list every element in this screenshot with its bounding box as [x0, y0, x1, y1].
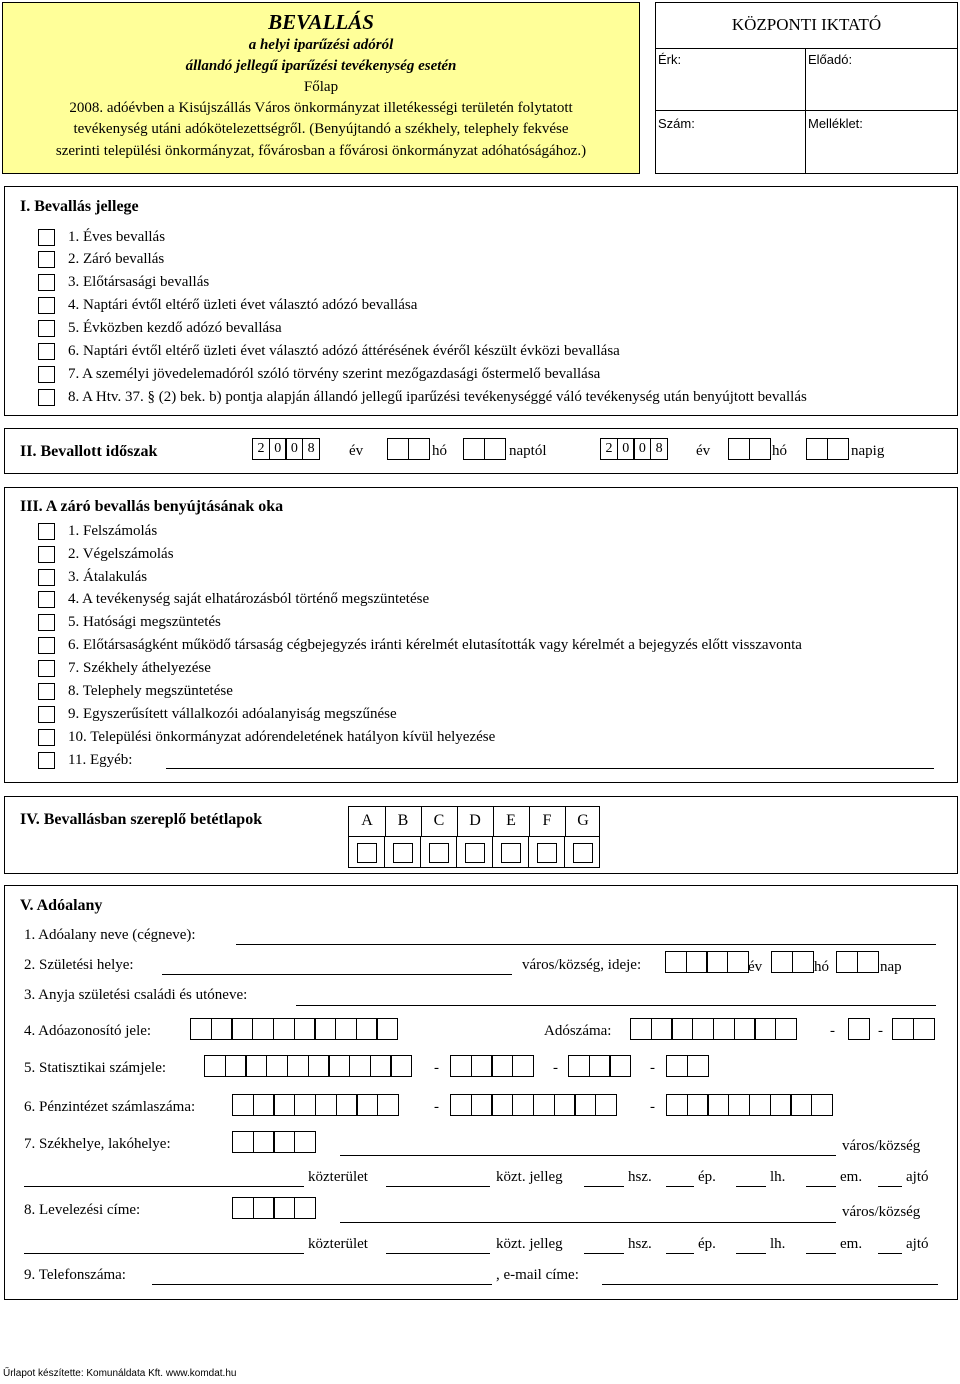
period-to [600, 438, 667, 460]
lh-label: lh. [770, 1169, 786, 1185]
checkbox-szekhely-athelyezes[interactable] [38, 660, 55, 677]
dash: - [553, 1060, 558, 1076]
checkbox-betetlap-f[interactable] [537, 843, 557, 863]
year-digit: 2 [600, 438, 618, 460]
section-5-title: V. Adóalany [20, 897, 103, 914]
month-from-input[interactable] [387, 438, 428, 460]
szamlaszam-input-1[interactable] [232, 1094, 398, 1116]
option-label: 3. Előtársasági bevallás [68, 274, 210, 290]
ep-label: ép. [698, 1169, 716, 1185]
checkbox-eva-megszunes[interactable] [38, 706, 55, 723]
szekhely-irsz-input[interactable] [232, 1131, 315, 1153]
betetlap-letter: D [457, 806, 494, 836]
levelezesi-ajto-input[interactable] [878, 1253, 902, 1254]
day-from-input[interactable] [463, 438, 504, 460]
checkbox-elotarsasag-elutasitas[interactable] [38, 637, 55, 654]
registry-title: KÖZPONTI IKTATÓ [731, 15, 882, 34]
year-digit: 0 [269, 438, 287, 460]
ev-label: év [349, 443, 364, 459]
levelezesi-varos-input[interactable] [340, 1222, 836, 1223]
dash: - [830, 1023, 835, 1039]
checkbox-atteres[interactable] [38, 343, 55, 360]
checkbox-zaro[interactable] [38, 251, 55, 268]
option-label: 6. Előtársaságként működő társaság cégbejegyzés iránti kérelmét elutasították vagy kérelmét a bejegyzés előtt visszavonta [68, 637, 802, 653]
checkbox-betetlap-g[interactable] [573, 843, 593, 863]
statisztikai-label: 5. Statisztikai számjele: [24, 1060, 167, 1076]
szekhely-ep-input[interactable] [666, 1186, 694, 1187]
adoazonosito-input[interactable] [190, 1018, 397, 1040]
szuletesi-hely-input[interactable] [162, 974, 512, 975]
checkbox-betetlap-b[interactable] [393, 843, 413, 863]
telefon-label: 9. Telefonszáma: [24, 1267, 126, 1283]
checkbox-evkozben-kezdo[interactable] [38, 320, 55, 337]
levelezesi-hsz-input[interactable] [584, 1253, 624, 1254]
nev-input[interactable] [236, 944, 936, 945]
statisztikai-input-3[interactable] [568, 1055, 630, 1077]
checkbox-egyeb[interactable] [38, 752, 55, 769]
erk-field[interactable]: Érk: [658, 52, 682, 67]
option-label: 4. Naptári évtől eltérő üzleti évet választó adózó bevallása [68, 297, 418, 313]
nap-label: nap [880, 959, 902, 975]
section-1-title: I. Bevallás jellege [20, 198, 139, 215]
option-label: 5. Évközben kezdő adózó bevallása [68, 320, 282, 336]
year-digit: 8 [650, 438, 668, 460]
szamlaszam-input-2[interactable] [450, 1094, 616, 1116]
email-label: , e-mail címe: [496, 1267, 579, 1283]
section-3-title: III. A záró bevallás benyújtásának oka [20, 498, 284, 515]
year-digit: 2 [252, 438, 270, 460]
section-5 [4, 885, 958, 1300]
dash: - [650, 1060, 655, 1076]
szekhely-jelleg-input[interactable] [386, 1186, 490, 1187]
option-label: 4. A tevékenység saját elhatározásból történő megszüntetése [68, 591, 430, 607]
betetlap-letter: E [493, 806, 530, 836]
option-label: 8. A Htv. 37. § (2) bek. b) pontja alapján állandó jellegű iparűzési tevékenységgé váló tevékenység után benyújtott bevallás [68, 389, 807, 405]
form-title: BEVALLÁS [268, 10, 374, 34]
levelezesi-em-input[interactable] [806, 1253, 836, 1254]
option-label: 8. Telephely megszüntetése [68, 683, 233, 699]
option-label: 1. Felszámolás [68, 523, 158, 539]
telefon-input[interactable] [152, 1284, 492, 1285]
option-label: 7. A személyi jövedelemadóról szóló törvény szerint mezőgazdasági őstermelő bevallása [68, 366, 601, 382]
napig-label: napig [851, 443, 885, 459]
lh-label: lh. [770, 1236, 786, 1252]
levelezesi-irsz-input[interactable] [232, 1197, 315, 1219]
checkbox-ostermelo[interactable] [38, 366, 55, 383]
checkbox-elotarsasagi[interactable] [38, 274, 55, 291]
option-label: 1. Éves bevallás [68, 229, 166, 245]
hsz-label: hsz. [628, 1236, 652, 1252]
adoszam-megye-input[interactable] [892, 1018, 933, 1040]
checkbox-naptari-eltero[interactable] [38, 297, 55, 314]
szekhely-ajto-input[interactable] [878, 1186, 902, 1187]
day-to-input[interactable] [806, 438, 847, 460]
kozt-jelleg-label: közt. jelleg [496, 1236, 563, 1252]
levelezesi-lh-input[interactable] [736, 1253, 766, 1254]
szuletesi-ho-input[interactable] [771, 951, 812, 973]
levelezesi-ep-input[interactable] [666, 1253, 694, 1254]
ajto-label: ajtó [906, 1169, 929, 1185]
year-digit: 0 [617, 438, 635, 460]
form-subtitle-2: állandó jellegű iparűzési tevékenység esetén [185, 58, 457, 74]
em-label: em. [840, 1236, 863, 1252]
szamlaszam-label: 6. Pénzintézet számlaszáma: [24, 1099, 196, 1115]
anyja-neve-label: 3. Anyja születési családi és utóneve: [24, 987, 248, 1003]
levelezesi-jelleg-input[interactable] [386, 1253, 490, 1254]
form-desc-2: tevékenység utáni adókötelezettségről. (Benyújtandó a székhely, telephely fekvése [73, 121, 569, 137]
varos-kozseg-label: város/község [842, 1138, 921, 1154]
szekhely-varos-input[interactable] [340, 1155, 836, 1156]
szuletesi-nap-input[interactable] [836, 951, 877, 973]
checkbox-betetlap-d[interactable] [465, 843, 485, 863]
statisztikai-input-2[interactable] [450, 1055, 533, 1077]
checkbox-atalakulas[interactable] [38, 569, 55, 586]
statisztikai-input-4[interactable] [666, 1055, 707, 1077]
checkbox-sajat-megszuntetes[interactable] [38, 591, 55, 608]
szam-field[interactable]: Szám: [658, 116, 695, 131]
levelezesi-cim-label: 8. Levelezési címe: [24, 1202, 141, 1218]
szuletesi-hely-label: 2. Születési helye: [24, 957, 134, 973]
form-desc-3: szerinti települési önkormányzat, fővárosban a fővárosi önkormányzat adóhatóságához.) [55, 143, 587, 159]
ho-label: hó [432, 443, 447, 459]
year-digit: 8 [302, 438, 320, 460]
checkbox-htv-37[interactable] [38, 389, 55, 406]
ep-label: ép. [698, 1236, 716, 1252]
form-subtitle-1: a helyi iparűzési adóról [248, 37, 394, 53]
period-from [252, 438, 319, 460]
betetlap-letter: F [529, 806, 566, 836]
ideje-label: város/község, ideje: [522, 957, 642, 973]
option-label: 7. Székhely áthelyezése [68, 660, 211, 676]
nev-label: 1. Adóalany neve (cégneve): [24, 927, 196, 943]
naptol-label: naptól [509, 443, 547, 459]
form-subtitle-3: Főlap [303, 79, 339, 95]
varos-kozseg-label: város/község [842, 1204, 921, 1220]
szekhely-kozterulet-input[interactable] [24, 1186, 304, 1187]
ajto-label: ajtó [906, 1236, 929, 1252]
betetlap-letter: B [385, 806, 422, 836]
option-label: 9. Egyszerűsített vállalkozói adóalanyiság megszűnése [68, 706, 397, 722]
checkbox-eves[interactable] [38, 229, 55, 246]
kozterulet-label: közterület [308, 1236, 368, 1252]
month-to-input[interactable] [728, 438, 769, 460]
adoazonosito-label: 4. Adóazonosító jele: [24, 1023, 152, 1039]
checkbox-telephely-megszuntetes[interactable] [38, 683, 55, 700]
eloado-field[interactable]: Előadó: [808, 52, 853, 67]
option-label: 11. Egyéb: [68, 752, 133, 768]
betetlap-letter: A [349, 806, 386, 836]
levelezesi-kozterulet-input[interactable] [24, 1253, 304, 1254]
option-label: 5. Hatósági megszüntetés [68, 614, 221, 630]
em-label: em. [840, 1169, 863, 1185]
checkbox-betetlap-c[interactable] [429, 843, 449, 863]
hsz-label: hsz. [628, 1169, 652, 1185]
checkbox-betetlap-e[interactable] [501, 843, 521, 863]
ho-label: hó [814, 959, 829, 975]
year-digit: 0 [285, 438, 303, 460]
email-input[interactable] [602, 1284, 938, 1285]
anyja-neve-input[interactable] [296, 1005, 936, 1006]
szekhely-label: 7. Székhelye, lakóhelye: [24, 1136, 171, 1152]
melleklet-field[interactable]: Melléklet: [808, 116, 863, 131]
szekhely-lh-input[interactable] [736, 1186, 766, 1187]
option-label: 10. Települési önkormányzat adórendeletének hatályon kívül helyezése [68, 729, 496, 745]
checkbox-hatosagi[interactable] [38, 614, 55, 631]
betetlap-letter: C [421, 806, 458, 836]
dash: - [434, 1099, 439, 1115]
betetlap-letter: G [577, 812, 589, 829]
section-4-title: IV. Bevallásban szereplő betétlapok [20, 811, 263, 828]
option-label: 6. Naptári évtől eltérő üzleti évet választó adózó áttérésének évéről készült évközi bevallása [68, 343, 620, 359]
footer-credit: Űrlapot készítette: Komunáldata Kft. www.komdat.hu [3, 1368, 237, 1379]
section-2-title: II. Bevallott időszak [20, 443, 158, 460]
dash: - [434, 1060, 439, 1076]
adoszam-label: Adószáma: [544, 1023, 612, 1039]
ev-label: év [748, 959, 763, 975]
ev-label: év [696, 443, 711, 459]
statisztikai-input-1[interactable] [204, 1055, 411, 1077]
dash: - [878, 1023, 883, 1039]
kozterulet-label: közterület [308, 1169, 368, 1185]
adoszam-afa-input[interactable] [848, 1018, 869, 1040]
egyeb-input[interactable] [166, 768, 934, 769]
szuletesi-ev-input[interactable] [665, 951, 748, 973]
option-label: 2. Végelszámolás [68, 546, 174, 562]
option-label: 2. Záró bevallás [68, 251, 165, 267]
option-label: 3. Átalakulás [68, 569, 148, 585]
szekhely-hsz-input[interactable] [584, 1186, 624, 1187]
year-digit: 0 [633, 438, 651, 460]
szamlaszam-input-3[interactable] [666, 1094, 832, 1116]
kozt-jelleg-label: közt. jelleg [496, 1169, 563, 1185]
form-desc-1: 2008. adóévben a Kisújszállás Város önkormányzat illetékességi területén folytatott [69, 100, 573, 116]
checkbox-adorendelet[interactable] [38, 729, 55, 746]
adoszam-input[interactable] [630, 1018, 796, 1040]
ho-label: hó [772, 443, 787, 459]
dash: - [650, 1099, 655, 1115]
checkbox-betetlap-a[interactable] [357, 843, 377, 863]
checkbox-felszamolas[interactable] [38, 523, 55, 540]
szekhely-em-input[interactable] [806, 1186, 836, 1187]
checkbox-vegelszamolas[interactable] [38, 546, 55, 563]
